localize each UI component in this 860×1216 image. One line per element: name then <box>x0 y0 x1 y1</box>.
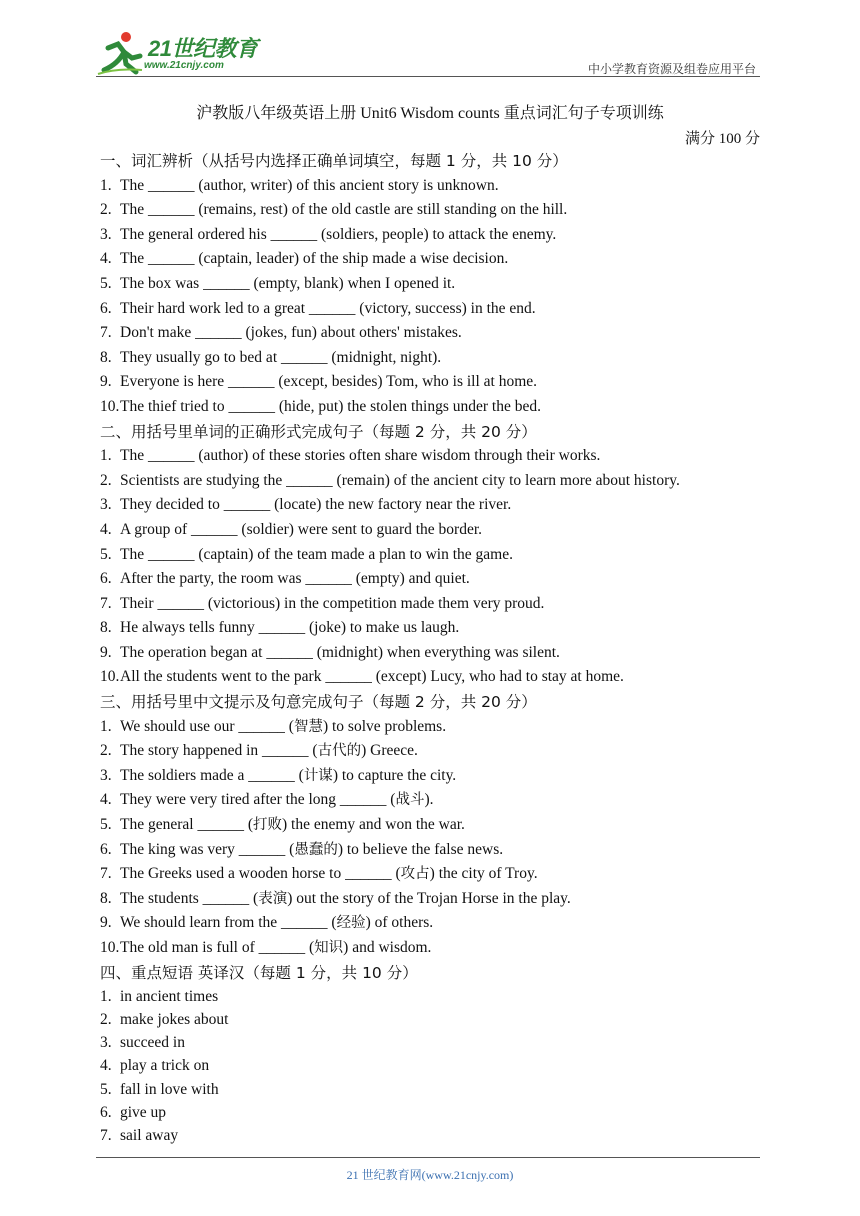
phrase-item: 1. in ancient times <box>100 988 219 1006</box>
runner-icon <box>96 30 146 76</box>
question-item: 4. They were very tired after the long ______ (战斗). <box>100 791 434 809</box>
phrase-item: 7. sail away <box>100 1126 179 1144</box>
page-header <box>96 30 760 78</box>
question-item: 2. Scientists are studying the ______ (remain) of the ancient city to learn more about history. <box>100 471 680 489</box>
question-item: 9. The operation began at ______ (midnight) when everything was silent. <box>100 643 560 661</box>
question-item: 4. The ______ (captain, leader) of the ship made a wise decision. <box>100 250 509 268</box>
question-item: 3. The soldiers made a ______ (计谋) to capture the city. <box>100 766 457 784</box>
question-item: 7. The Greeks used a wooden horse to ______ (攻占) the city of Troy. <box>100 865 538 883</box>
phrase-item: 2. make jokes about <box>100 1011 229 1029</box>
question-item: 6. After the party, the room was ______ (empty) and quiet. <box>100 570 470 588</box>
question-item: 3. They decided to ______ (locate) the new factory near the river. <box>100 496 512 514</box>
question-item: 9. We should learn from the ______ (经验) of others. <box>100 914 434 932</box>
exercise-content <box>100 149 760 1147</box>
footer-divider <box>96 1157 760 1158</box>
question-item: 10.The old man is full of ______ (知识) and wisdom. <box>100 939 432 956</box>
question-item: 10.All the students went to the park ______ (except) Lucy, who had to stay at home. <box>100 668 624 686</box>
question-item: 3. The general ordered his ______ (soldiers, people) to attack the enemy. <box>100 225 557 243</box>
question-item: 6. The king was very ______ (愚蠢的) to believe the false news. <box>100 840 504 858</box>
phrase-item: 4. play a trick on <box>100 1057 210 1075</box>
question-item: 1. We should use our ______ (智慧) to solve problems. <box>100 717 447 735</box>
header-divider <box>96 76 760 77</box>
section-title: 一、词汇辨析（从括号内选择正确单词填空，每题 1 分，共 10 分） <box>100 152 568 170</box>
question-item: 5. The general ______ (打败) the enemy and won the war. <box>100 816 465 834</box>
section-title: 二、用括号里单词的正确形式完成句子（每题 2 分，共 20 分） <box>100 422 537 441</box>
question-item: 10.The thief tried to ______ (hide, put) the stolen things under the bed. <box>100 397 541 415</box>
question-item: 8. They usually go to bed at ______ (midnight, night). <box>100 348 442 366</box>
total-score: 满分 100 分 <box>684 131 760 147</box>
phrase-item: 6. give up <box>100 1103 167 1121</box>
phrase-item: 5. fall in love with <box>100 1080 219 1098</box>
question-item: 6. Their hard work led to a great ______ (victory, success) in the end. <box>100 299 536 317</box>
section-title: 四、重点短语 英译汉（每题 1 分，共 10 分） <box>100 963 418 982</box>
section-title: 三、用括号里中文提示及句意完成句子（每题 2 分，共 20 分） <box>100 693 537 712</box>
question-item: 9. Everyone is here ______ (except, besides) Tom, who is ill at home. <box>100 373 538 391</box>
question-item: 1. The ______ (author, writer) of this ancient story is unknown. <box>100 176 499 194</box>
platform-name: 中小学教育资源及组卷应用平台 <box>587 62 756 76</box>
question-item: 2. The story happened in ______ (古代的) Greece. <box>100 742 418 760</box>
logo <box>96 30 266 78</box>
question-item: 7. Don't make ______ (jokes, fun) about others' mistakes. <box>100 324 462 342</box>
page-title: 沪教版八年级英语上册 Unit6 Wisdom counts 重点词汇句子专项训练 <box>196 105 664 122</box>
question-item: 7. Their ______ (victorious) in the competition made them very proud. <box>100 594 545 612</box>
question-item: 5. The box was ______ (empty, blank) when I opened it. <box>100 274 456 292</box>
logo-url: www.21cnjy.com <box>144 60 224 71</box>
footer-text: 21 世纪教育网(www.21cnjy.com) <box>346 1168 514 1182</box>
question-item: 8. The students ______ (表演) out the story of the Trojan Horse in the play. <box>100 889 571 907</box>
question-item: 1. The ______ (author) of these stories often share wisdom through their works. <box>100 447 601 465</box>
phrase-item: 3. succeed in <box>100 1034 185 1052</box>
question-item: 4. A group of ______ (soldier) were sent to guard the border. <box>100 520 483 538</box>
logo-text: 21世纪教育 <box>148 36 258 61</box>
question-item: 2. The ______ (remains, rest) of the old castle are still standing on the hill. <box>100 201 568 219</box>
question-item: 8. He always tells funny ______ (joke) to make us laugh. <box>100 619 460 637</box>
question-item: 5. The ______ (captain) of the team made a plan to win the game. <box>100 545 513 563</box>
